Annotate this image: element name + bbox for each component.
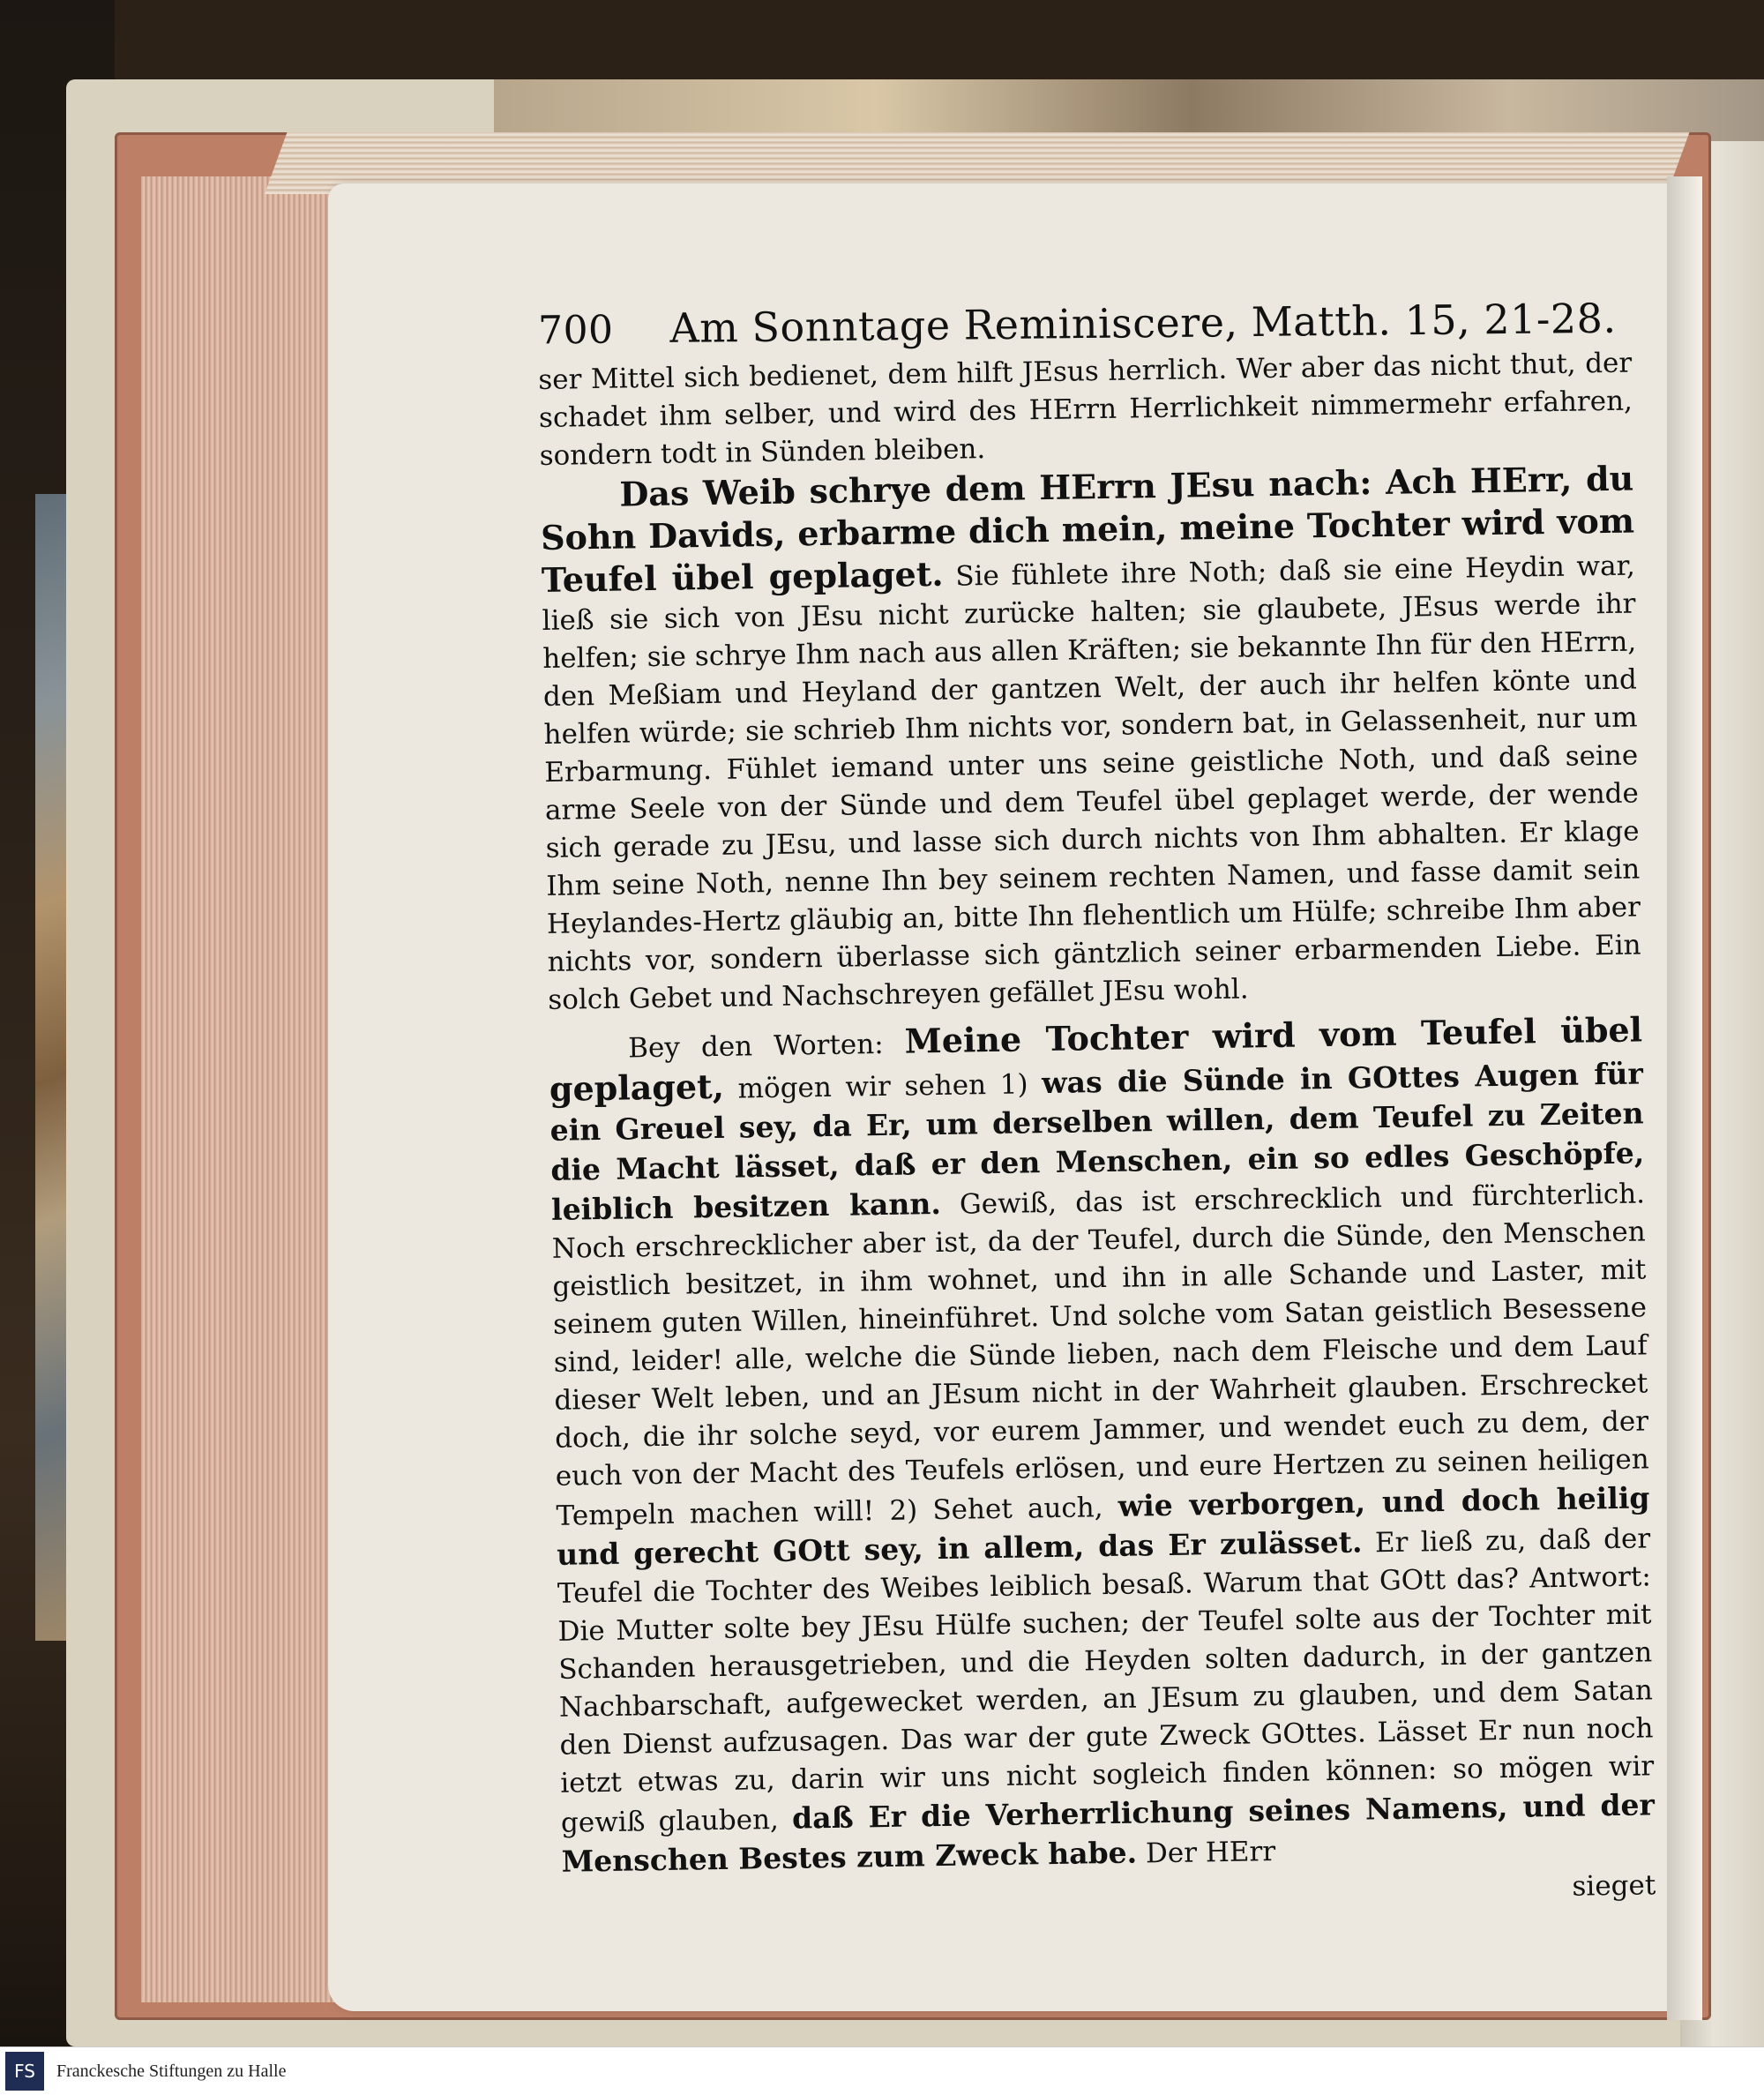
paragraph-3-d: Der HErr <box>1145 1836 1276 1870</box>
scripture-quote-2: Meine Tochter wird vom Teufel übel geplaget, <box>549 1009 1643 1109</box>
paragraph-3-intro: Bey den Worten: <box>627 1028 884 1065</box>
scripture-quote-1: Das Weib schrye dem HErrn JEsu nach: Ach HErr, du Sohn Davids, erbarme dich mein, meine Tochter wird vom Teufel übel geplaget. <box>540 458 1635 600</box>
paragraph-3 <box>549 1009 1656 1882</box>
paragraph-3-a: mögen wir sehen 1) <box>737 1068 1028 1105</box>
body-text <box>538 345 1656 1922</box>
paragraph-3-c: Er ließ zu, daß der Teufel die Tochter des Weibes leiblich besaß. Warum that GOtt das? Antwort: Die Mutter solte bey JEsu Hülfe suchen; der Teufel solte aus der Tochter mit Schanden herausgetrieben, und die Heyden solten dadurch, in der gantzen Nachbarschaft, aufgewecket werden, an JEsum zu glauben, und dem Satan den Dienst aufzusagen. Das war der gute Zweck GOttes. Lässet Er nun noch ietzt etwas zu, darin wir uns nicht sogleich finden können: so mögen wir gewiß glauben, <box>557 1523 1655 1839</box>
paragraph-1-text: ser Mittel sich bedienet, dem hilft JEsus herrlich. Wer aber das nicht thut, der schadet ihm selber, und wird des HErrn Herrlichkeit nimmermehr erfahren, sondern todt in Sünden bleiben. <box>538 347 1633 472</box>
footer-bar <box>0 2046 1764 2095</box>
paragraph-3-b: Gewiß, das ist erschrecklich und fürchterlich. Noch erschrecklicher aber ist, da der Teufel, durch die Sünde, den Menschen geistlich besitzet, in ihm wohnet, und ihn in alle Schande und Laster, mit seinem guten Willen, hineinführet. Und solche vom Satan geistlich Besessene sind, leider! alle, welche die Sünde lieben, nach dem Fleische und dem Lauf dieser Welt leben, und an JEsum nicht in der Wahrheit glauben. Erschrecket doch, die ihr solche seyd, vor eurem Jammer, und wendet euch zu dem, der euch von der Macht des Teufels erlösen, und eure Hertzen zu seinen heiligen Tempeln machen will! 2) Sehet auch, <box>551 1178 1649 1532</box>
emphasis-3: daß Er die Verherrlichung seines Namens, und der Menschen Bestes zum Zweck habe. <box>561 1787 1656 1879</box>
page-gutter <box>1667 176 1702 2020</box>
paragraph-2-text: Sie fühlete ihre Noth; daß sie eine Heydin war, ließ sie sich von JEsu nicht zurücke halten; sie glaubete, JEsus werde ihr helfen; sie schrye Ihm nach aus allen Kräften; sie bekannte Ihn für den HErrn, den Meßiam und Heyland der gantzen Welt, der auch ihr helfen könte und helfen würde; sie schrieb Ihm nichts vor, sondern bat, in Gelassenheit, nur um Erbarmung. Fühlet iemand unter uns seine geistliche Noth, und daß seine arme Seele von der Sünde und dem Teufel übel geplaget werde, der wende sich gerade zu JEsu, und lasse sich durch nichts von Ihm abhalten. Er klage Ihm seine Noth, nenne Ihn bey seinem rechten Namen, und fasse damit sein Heylandes-Hertz gläubig an, bitte Ihn flehentlich um Hülfe; schreibe Ihm aber nichts vor, sondern überlasse sich gäntzlich seiner erbarmenden Liebe. Ein solch Gebet und Nachschreyen gefället JEsu wohl. <box>542 550 1641 1016</box>
paragraph-2 <box>540 459 1642 1020</box>
logo-text: FS <box>14 2061 35 2082</box>
page-number: 700 <box>537 307 614 354</box>
page-content <box>537 294 1656 1922</box>
running-head <box>538 295 1632 354</box>
page-title: Am Sonntage Reminiscere, Matth. 15, 21-28. <box>669 294 1617 352</box>
emphasis-2: wie verborgen, und doch heilig und gerecht GOtt sey, in allem, das Er zulässet. <box>556 1480 1650 1572</box>
paragraph-1 <box>538 345 1633 475</box>
institution-logo <box>5 2052 44 2091</box>
institution-name: Franckesche Stiftungen zu Halle <box>56 2061 287 2081</box>
emphasis-1: was die Sünde in GOttes Augen für ein Greuel sey, da Er, um derselben willen, dem Teufel zu Zeiten die Macht lässet, daß er den Menschen, ein so edles Geschöpfe, leiblich besitzen kann. <box>549 1056 1645 1227</box>
catchword: sieget <box>1572 1869 1656 1903</box>
